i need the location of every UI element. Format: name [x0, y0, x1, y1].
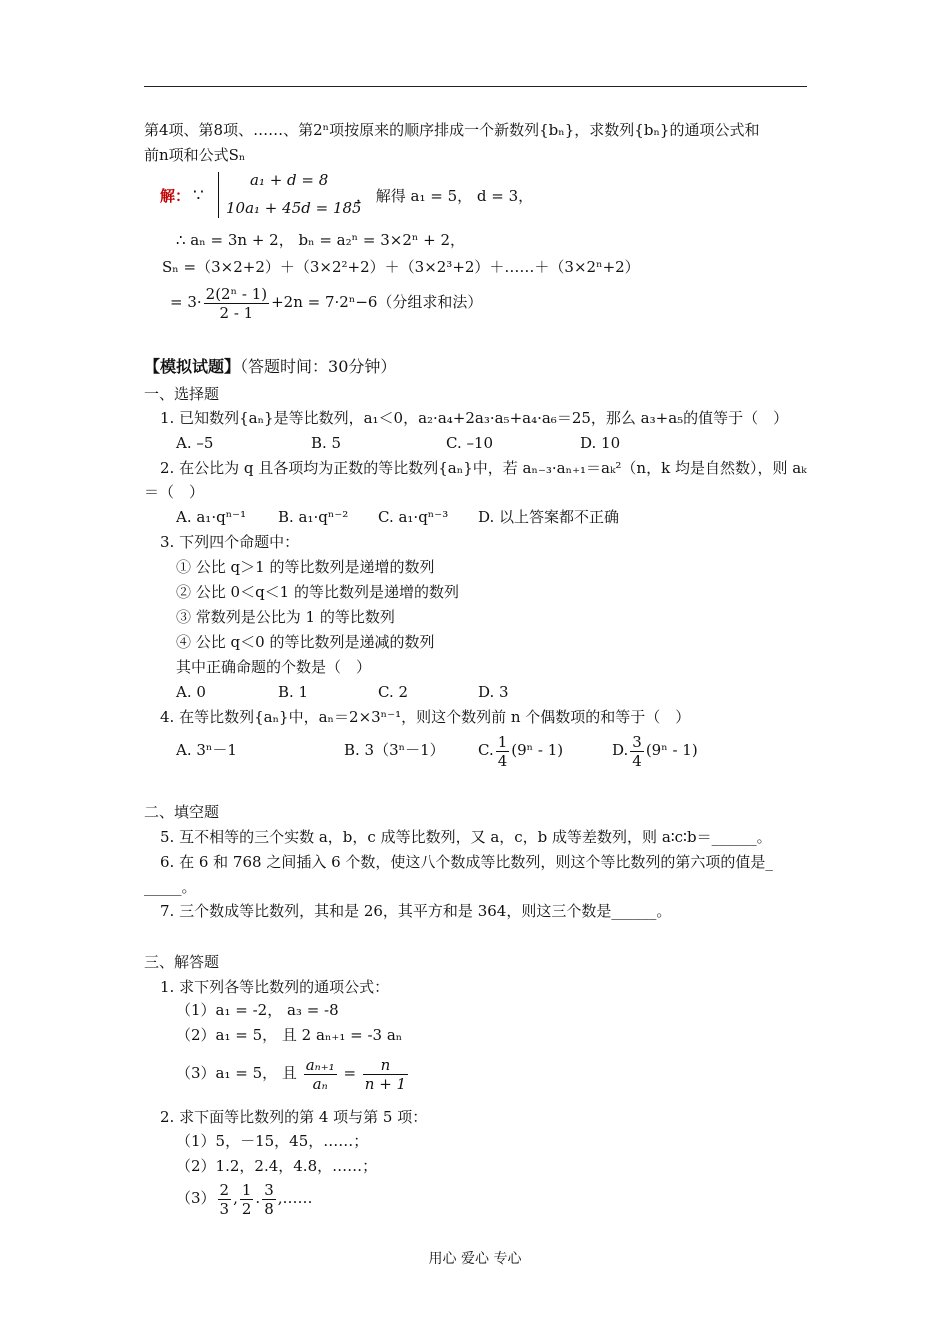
q3-2-c-num-3: 3	[264, 1180, 274, 1199]
mock-time: （答题时间：30分钟）	[240, 357, 397, 376]
line-an-bn: ∴ aₙ = 3n + 2， bₙ = a₂ⁿ = 3×2ⁿ + 2，	[176, 231, 466, 249]
q1-2-line-1: 2. 在公比为 q 且各项均为正数的等比数列{aₙ}中，若 aₙ₋₃·aₙ₊₁＝aₖ²（n，k 均是自然数），则 aₖ	[160, 459, 807, 477]
q1-4-opt-c-tail: (9ⁿ - 1)	[511, 741, 564, 759]
q3-1: 1. 求下列各等比数列的通项公式：	[160, 978, 390, 996]
q1-3-opt-c: C. 2	[378, 683, 409, 701]
intro-line-1: 第4项、第8项、……、第2ⁿ项按原来的顺序排成一个新数列{bₙ}，求数列{bₙ}的通项公式和	[144, 121, 760, 139]
system-eq-1: a₁ + d = 8	[250, 171, 329, 189]
q2-7: 7. 三个数成等比数列，其和是 26，其平方和是 364，则这三个数是______。	[160, 902, 672, 920]
intro-line-2: 前n项和公式Sₙ	[144, 146, 246, 164]
mock-heading	[144, 357, 396, 377]
q1-2-opt-a: A. a₁·qⁿ⁻¹	[176, 508, 247, 526]
q1-2-opt-c: C. a₁·qⁿ⁻³	[378, 508, 449, 526]
q2-6-line-2: _____。	[144, 878, 197, 896]
q3-2-c-num-1: 2	[219, 1180, 230, 1199]
q3-1-c-frac-1	[304, 1056, 337, 1093]
q1-4-opt-d-num: 3	[632, 732, 642, 751]
q3-2-c: （3） $\frac{2}{3}$ , $\frac{1}{2}$ . $\frac{3}{8}$ ,……	[176, 1180, 313, 1218]
q3-2-c-den-1: 3	[219, 1199, 230, 1218]
q1-4-opt-d-label: D.	[612, 741, 629, 759]
system-eq-2: 10a₁ + 45d = 185	[226, 199, 362, 217]
q1-4-opt-a: A. 3ⁿ－1	[176, 741, 237, 759]
system-brace	[218, 172, 225, 218]
q1-1-opt-c: C. –10	[446, 434, 494, 452]
q1-1-opt-b: B. 5	[311, 434, 342, 452]
q3-1-c	[176, 1053, 410, 1093]
q3-2-a: （1）5，－15，45，……；	[176, 1132, 369, 1150]
q1-4: 4. 在等比数列{aₙ}中，aₙ＝2×3ⁿ⁻¹，则这个数列前 n 个偶数项的和等于（ ）	[160, 708, 691, 726]
q1-4-opt-d-den: 4	[632, 751, 642, 770]
q3-1-b: （2）a₁ = 5， 且 2 aₙ₊₁ = -3 aₙ	[176, 1026, 403, 1044]
q3-2-b: （2）1.2，2.4，4.8，……；	[176, 1157, 378, 1175]
because-symbol: ∵	[193, 186, 204, 206]
q3-2-c-tail: ,……	[277, 1189, 313, 1207]
q1-2-line-2: ＝（ ）	[144, 483, 205, 501]
section-1-heading: 一、选择题	[144, 385, 220, 403]
q3-2-c-pre: （3）	[176, 1189, 216, 1207]
q1-4-opt-c-num: 1	[497, 732, 508, 751]
page-footer: 用心 爱心 专心	[428, 1251, 522, 1267]
q1-3-opt-d: D. 3	[478, 683, 509, 701]
line-sn: Sₙ =（3×2+2）＋（3×2²+2）＋（3×2³+2）＋……＋（3×2ⁿ+2）	[162, 258, 640, 276]
q1-3-item-1: ① 公比 q＞1 的等比数列是递增的数列	[176, 558, 435, 576]
q1-2-opt-b: B. a₁·qⁿ⁻²	[278, 508, 349, 526]
q3-2-c-frac-3	[262, 1181, 276, 1218]
q1-4-opt-c	[478, 730, 563, 770]
q1-3-item-3: ③ 常数列是公比为 1 的等比数列	[176, 608, 395, 626]
q3-1-a: （1）a₁ = -2， a₃ = -8	[176, 1001, 339, 1019]
q3-1-c-frac-2	[363, 1056, 408, 1093]
q3-1-c-den-2: n + 1	[364, 1074, 407, 1093]
solution-result: ， 解得 a₁ = 5， d = 3，	[356, 187, 534, 205]
final-pre: = 3·	[170, 293, 202, 311]
q3-2-c-den-3: 8	[264, 1199, 274, 1218]
q1-4-opt-d-tail: (9ⁿ - 1)	[645, 741, 698, 759]
q1-3-item-4: ④ 公比 q＜0 的等比数列是递减的数列	[176, 633, 435, 651]
q1-4-opt-b: B. 3（3ⁿ－1）	[344, 741, 445, 759]
q3-1-c-num-2: n	[363, 1056, 408, 1075]
q3-2-c-frac-1	[218, 1181, 232, 1218]
q1-3-ask: 其中正确命题的个数是（ ）	[176, 658, 372, 676]
q1-3-opt-a: A. 0	[176, 683, 206, 701]
final-frac-den: 2 - 1	[219, 303, 254, 322]
q1-4-opt-c-den: 4	[497, 751, 508, 770]
q1-3-opt-b: B. 1	[278, 683, 309, 701]
q3-2-c-den-2: 2	[241, 1199, 252, 1218]
q1-3: 3. 下列四个命题中：	[160, 533, 300, 551]
q1-1-opt-a: A. –5	[176, 434, 214, 452]
final-frac-num: 2(2ⁿ - 1)	[205, 284, 268, 303]
q1-4-opt-c-frac	[496, 733, 510, 770]
q3-2-c-num-2: 1	[241, 1180, 252, 1199]
mock-title: 【模拟试题】	[144, 357, 241, 376]
q3-1-c-den-1: aₙ	[312, 1074, 328, 1093]
section-3-heading: 三、解答题	[144, 953, 220, 971]
q2-6-line-1: 6. 在 6 和 768 之间插入 6 个数，使这八个数成等比数列，则这个等比数列的第六项的值是_	[160, 853, 773, 871]
q3-2-c-frac-2	[240, 1181, 254, 1218]
header-rule	[144, 86, 807, 87]
q1-4-opt-c-label: C.	[478, 741, 494, 759]
q1-4-opt-d-frac	[630, 733, 644, 770]
q1-3-item-2: ② 公比 0＜q＜1 的等比数列是递增的数列	[176, 583, 459, 601]
q1-4-opt-d	[612, 730, 698, 770]
q3-2: 2. 求下面等比数列的第 4 项与第 5 项：	[160, 1108, 428, 1126]
q2-5: 5. 互不相等的三个实数 a，b，c 成等比数列，又 a，c，b 成等差数列，则 a∶c∶b＝______。	[160, 828, 772, 846]
q1-1-opt-d: D. 10	[580, 434, 621, 452]
section-2-heading: 二、填空题	[144, 803, 220, 821]
q3-1-c-eq: =	[343, 1064, 357, 1082]
q3-1-c-num-1: aₙ₊₁	[305, 1055, 335, 1074]
q3-1-c-pre: （3）a₁ = 5， 且	[176, 1064, 297, 1082]
q1-1: 1. 已知数列{aₙ}是等比数列，a₁＜0，a₂·a₄+2a₃·a₅+a₄·a₆＝25，那么 a₃+a₅的值等于（ ）	[160, 409, 789, 427]
q1-2-opt-d: D. 以上答案都不正确	[478, 508, 620, 526]
final-fraction	[204, 285, 269, 322]
final-post: +2n = 7·2ⁿ−6（分组求和法）	[271, 293, 483, 311]
final-formula	[170, 282, 482, 322]
solution-label: 解：	[160, 187, 191, 205]
